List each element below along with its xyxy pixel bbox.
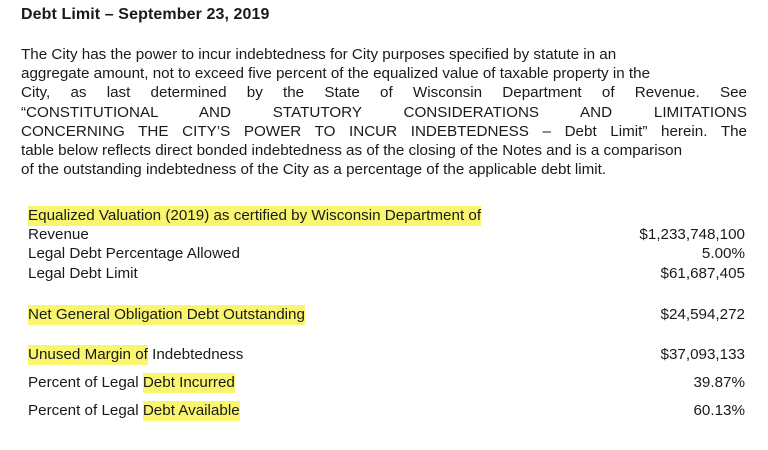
paragraph-line: City, as last determined by the State of Wisconsin Department of Revenue. See	[21, 84, 747, 102]
unused-margin-value: $37,093,133	[660, 346, 745, 363]
equalized-valuation-label	[28, 206, 481, 225]
equalized-valuation-value: $1,233,748,100	[639, 226, 745, 243]
percent-incurred-row	[21, 373, 745, 392]
percent-available-label	[28, 401, 240, 420]
equalized-valuation-row-cont	[21, 225, 745, 244]
legal-debt-limit-row	[21, 264, 745, 283]
net-go-debt-row	[21, 305, 745, 324]
equalized-valuation-label-cont: Revenue	[28, 226, 89, 243]
legal-debt-percentage-row	[21, 244, 745, 263]
legal-debt-percentage-label: Legal Debt Percentage Allowed	[28, 245, 240, 262]
percent-available-row	[21, 401, 745, 420]
paragraph-line: The City has the power to incur indebtedness for City purposes specified by statute in an	[21, 46, 617, 63]
highlight-mark: Debt Available	[142, 402, 240, 419]
net-go-debt-label	[28, 305, 305, 324]
highlight-mark: Debt Incurred	[142, 374, 235, 391]
percent-incurred-label-plain: Percent of Legal	[28, 374, 143, 391]
highlight-mark: Net General Obligation Debt Outstanding	[28, 306, 305, 323]
unused-margin-label	[28, 345, 243, 364]
paragraph-line: “CONSTITUTIONAL AND STATUTORY CONSIDERATIONS AND LIMITATIONS	[21, 103, 747, 121]
net-go-debt-value: $24,594,272	[660, 306, 745, 323]
highlight-mark: Unused Margin of	[28, 346, 148, 363]
debt-limit-paragraph	[21, 45, 747, 179]
equalized-valuation-row	[21, 206, 745, 225]
paragraph-line: CONCERNING THE CITY’S POWER TO INCUR INDEBTEDNESS – Debt Limit” herein. The	[21, 122, 747, 140]
unused-margin-row	[21, 345, 745, 364]
percent-incurred-label	[28, 373, 235, 392]
legal-debt-limit-value: $61,687,405	[660, 265, 745, 282]
paragraph-line: table below reflects direct bonded indebtedness as of the closing of the Notes and is a comparison	[21, 142, 683, 160]
paragraph-line: of the outstanding indebtedness of the City as a percentage of the applicable debt limit.	[21, 161, 607, 179]
percent-available-label-plain: Percent of Legal	[28, 402, 143, 419]
percent-incurred-value: 39.87%	[693, 374, 745, 391]
paragraph-line: aggregate amount, not to exceed five percent of the equalized value of taxable property in the	[21, 65, 651, 83]
unused-margin-label-rest: Indebtedness	[147, 346, 244, 363]
highlight-mark: Equalized Valuation (2019) as certified by Wisconsin Department of	[28, 207, 482, 224]
page-title: Debt Limit – September 23, 2019	[21, 6, 270, 23]
percent-available-value: 60.13%	[693, 402, 745, 419]
legal-debt-percentage-value: 5.00%	[701, 245, 745, 262]
legal-debt-limit-label: Legal Debt Limit	[28, 265, 138, 282]
